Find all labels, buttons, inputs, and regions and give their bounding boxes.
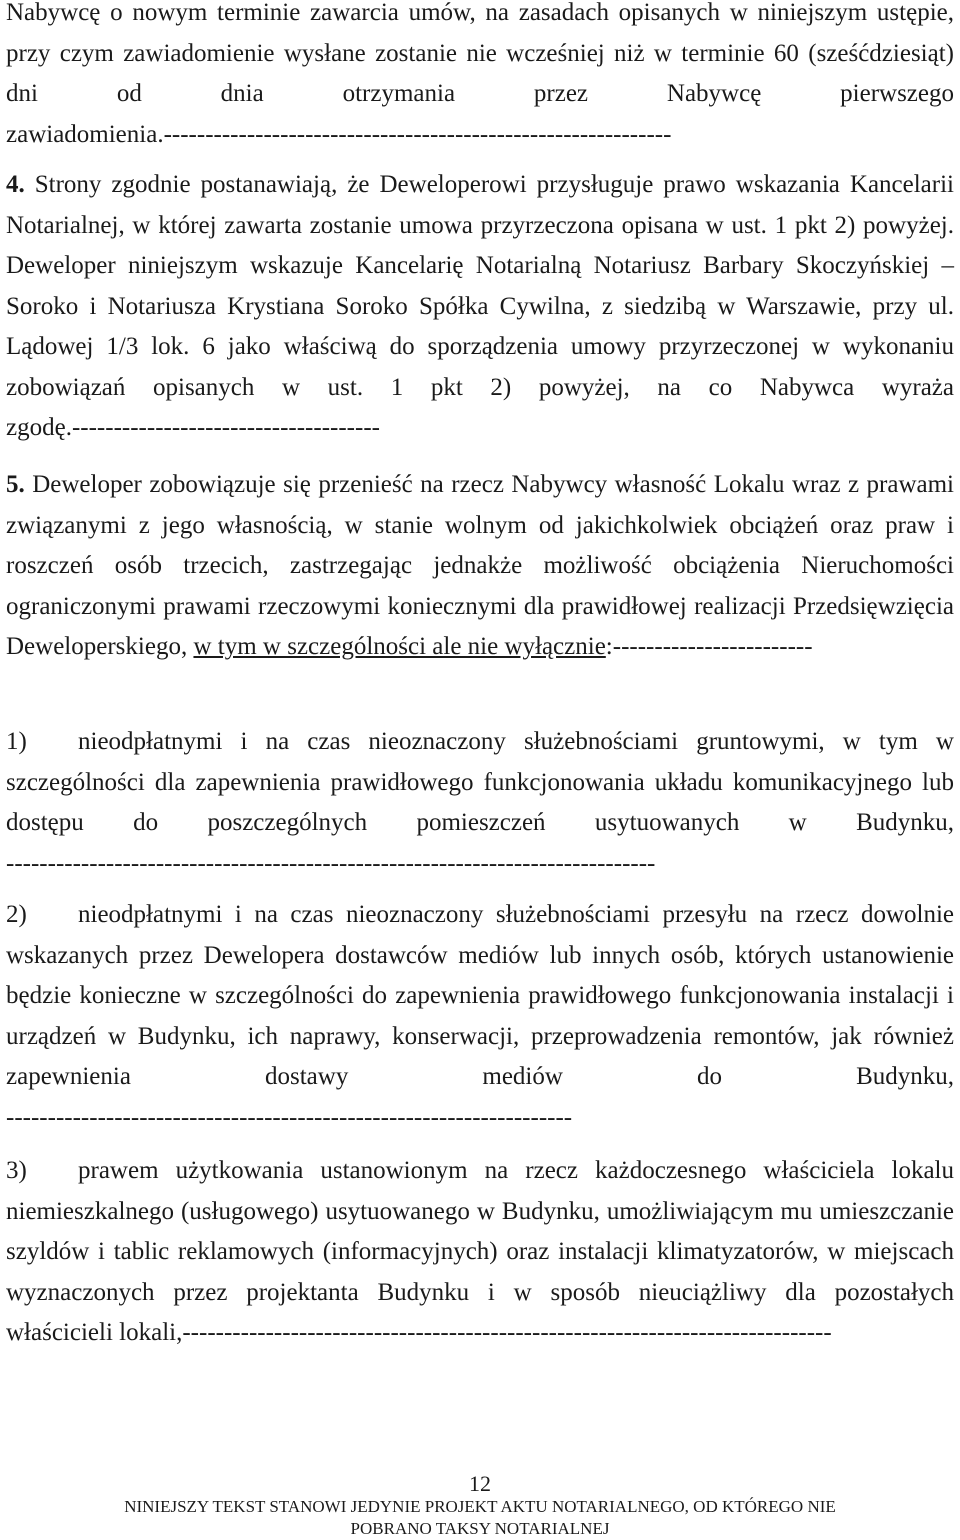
- paragraph-intro-text: Nabywcę o nowym terminie zawarcia umów, na zasadach opisanych w niniejszym ustępie, przy czym zawiadomienie wysłane zostanie nie wcześniej niż w terminie 60 (sześćdziesiąt) dni od dnia otrzymania przez Nabywcę pierwszego zawiadomienia.: [6, 0, 954, 148]
- colon: :: [605, 633, 613, 660]
- dash-filler: -------------------------------------: [71, 414, 380, 441]
- list-item: [6, 895, 954, 1138]
- list-item-number: 1): [6, 728, 27, 755]
- footer-note-line-1: NINIEJSZY TEKST STANOWI JEDYNIE PROJEKT AKTU NOTARIALNEGO, OD KTÓREGO NIE: [124, 1497, 836, 1516]
- page-footer: [0, 1472, 960, 1540]
- list-item: [6, 722, 954, 884]
- paragraph-5-text: Deweloper zobowiązuje się przenieść na rzecz Nabywcy własność Lokalu wraz z prawami związanymi z jego własnością, w stanie wolnym od jakichkolwiek obciążeń oraz praw i roszczeń osób trzecich, zastrzegając jednakże możliwość obciążenia Nieruchomości ograniczonymi prawami rzeczowymi koniecznymi dla prawidłowej realizacji Przedsięwzięcia Deweloperskiego,: [6, 471, 955, 660]
- dash-filler: ------------------------------------------------------------------------------: [182, 1319, 832, 1346]
- paragraph-number: 5.: [6, 471, 25, 498]
- list-item-text: nieodpłatnymi i na czas nieoznaczony służebnościami gruntowymi, w tym w szczególności dla zapewnienia prawidłowego funkcjonowania układu komunikacyjnego lub dostępu do poszczególnych pomieszczeń usytuowanych w Budynku,: [6, 728, 954, 836]
- underlined-phrase: w tym w szczególności ale nie wyłącznie: [193, 633, 606, 660]
- page-number: 12: [469, 1471, 491, 1496]
- footer-note-line-2: POBRANO TAKSY NOTARIALNEJ: [350, 1519, 610, 1538]
- paragraph-4-text: Strony zgodnie postanawiają, że Deweloperowi przysługuje prawo wskazania Kancelarii Notarialnej, w której zawarta zostanie umowa przyrzeczona opisana w ust. 1 pkt 2) powyżej. Deweloper niniejszym wskazuje Kancelarię Notarialną Notariusz Barbary Skoczyńskiej – Soroko i Notariusza Krystiana Soroko Spółka Cywilna, z siedzibą w Warszawie, przy ul. Lądowej 1/3 lok. 6 jako właściwą do sporządzenia umowy przyrzeczonej w wykonaniu zobowiązań opisanych w ust. 1 pkt 2) powyżej, na co Nabywca wyraża zgodę.: [6, 171, 954, 441]
- dash-filler: ------------------------------------------------------------------------------: [6, 849, 656, 877]
- list-item-text: prawem użytkowania ustanowionym na rzecz każdoczesnego właściciela lokalu niemieszkalnego (usługowego) usytuowanego w Budynku, umożliwiającym mu umieszczanie szyldów i tablic reklamowych (informacyjnych) oraz instalacji klimatyzatorów, w miejscach wyznaczonych przez projektanta Budynku i w sposób nieuciążliwy dla pozostałych właścicieli lokali,: [6, 1157, 954, 1346]
- paragraph-number: 4.: [6, 171, 25, 198]
- list-item-number: 2): [6, 901, 27, 928]
- list-item: [6, 1151, 954, 1354]
- dash-filler: ------------------------: [612, 633, 813, 660]
- list-item-number: 3): [6, 1157, 27, 1184]
- dash-filler: -------------------------------------------------------------: [163, 120, 672, 148]
- list-item-text: nieodpłatnymi i na czas nieoznaczony służebnościami przesyłu na rzecz dowolnie wskazanych przez Dewelopera dostawców mediów lub innych osób, których ustanowienie będzie konieczne w szczególności do zapewnienia prawidłowego funkcjonowania instalacji i urządzeń w Budynku, ich naprawy, konserwacji, przeprowadzenia remontów, jak również zapewnienia dostawy mediów do Budynku,: [6, 901, 954, 1090]
- paragraph-4: [6, 165, 954, 449]
- paragraph-intro: [6, 0, 954, 155]
- paragraph-5: [6, 465, 954, 668]
- dash-filler: --------------------------------------------------------------------: [6, 1103, 573, 1131]
